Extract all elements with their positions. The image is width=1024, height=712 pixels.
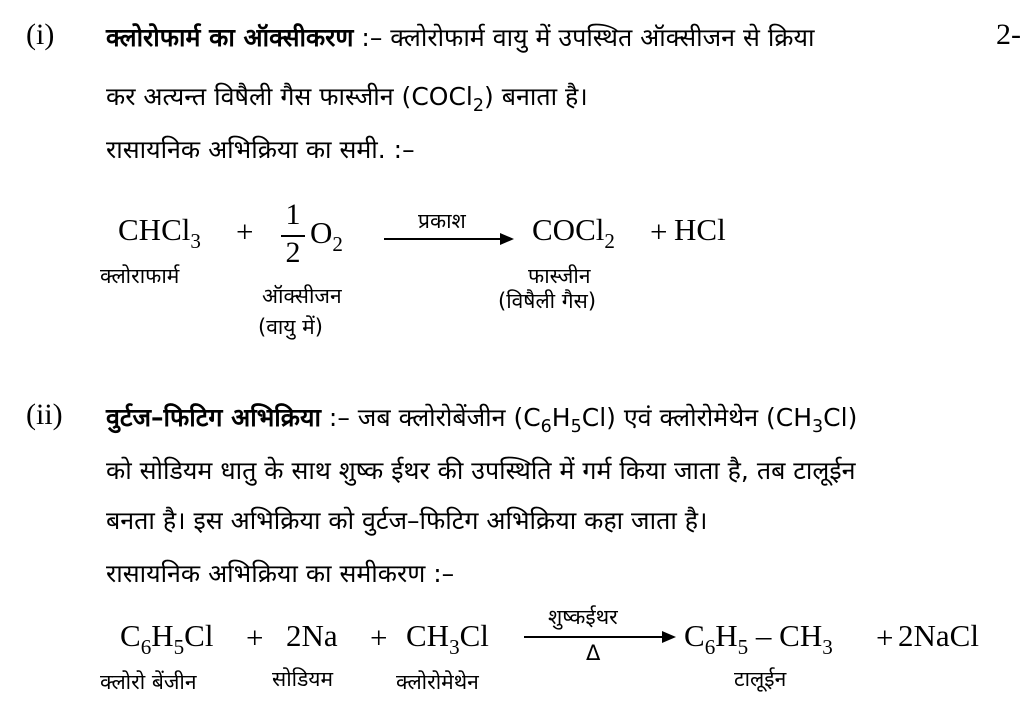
section-1-equation-heading: रासायनिक अभिक्रिया का समी. :– [106, 135, 415, 164]
marks-label: 2- [996, 18, 1021, 51]
eq1-reactant-o2: $O_2$ [310, 215, 343, 257]
eq2-reactant-chlorobenzene: $C_6H_5Cl$ [120, 618, 214, 660]
section-1-line-2 [106, 79, 588, 117]
eq2-plus-1: + [246, 620, 264, 655]
eq1-arrow-head [500, 233, 514, 245]
section-2-number: (ii) [26, 398, 63, 431]
eq2-arrow-top-label: शुष्कईथर [548, 605, 618, 629]
eq1-fraction-numerator: 1 [285, 198, 301, 231]
eq1-product-hcl: HCl [674, 212, 726, 247]
eq1-reaction-arrow [384, 238, 502, 240]
eq1-fraction-denominator: 2 [285, 236, 301, 269]
section-1-line-1 [106, 20, 814, 54]
section-2-line-1: वुर्टज–फिटिग अभिक्रिया :– जब क्लोरोबेंजीन $(C_6H_5Cl)$ एवं क्लोरोमेथेन $(CH_3Cl)$ [106, 403, 858, 438]
eq2-reactant-chlorobenzene-label: क्लोरो बेंजीन [100, 670, 197, 694]
eq2-arrow-bottom-label: Δ [586, 641, 601, 665]
eq1-product-cocl2-label-1: फास्जीन [528, 264, 591, 288]
eq1-product-cocl2: COCl$_2$ [532, 212, 615, 254]
section-2-heading: वुर्टज–फिटिग अभिक्रिया [106, 403, 321, 432]
section-1-line-2-sub: 2 [472, 96, 484, 117]
section-1-heading: क्लोरोफार्म का ऑक्सीकरण [106, 23, 354, 52]
section-1-line-2-pre: कर अत्यन्त विषैली गैस फास्जीन (COCl [106, 82, 473, 111]
section-1-heading-separator: :– [353, 23, 391, 52]
eq2-reactant-sodium: 2Na [286, 618, 338, 653]
section-2-line-3: बनता है। इस अभिक्रिया को वुर्टज–फिटिग अभिक्रिया कहा जाता है। [106, 506, 708, 535]
eq2-arrow-head [662, 631, 676, 643]
eq2-plus-3: + [876, 620, 894, 655]
eq1-reactant-chcl3-label: क्लोराफार्म [100, 264, 180, 288]
section-1-line-1-text: क्लोरोफार्म वायु में उपस्थित ऑक्सीजन से क्रिया [390, 23, 815, 52]
eq2-plus-2: + [370, 620, 388, 655]
eq1-plus-1: + [236, 214, 254, 249]
section-1-line-2-post: ) बनाता है। [484, 82, 588, 111]
section-1-number: (i) [26, 18, 55, 51]
eq2-reactant-chloromethane: $CH_3Cl$ [406, 618, 489, 660]
eq2-product-nacl: 2NaCl [898, 618, 979, 653]
eq1-reactant-o2-label-1: ऑक्सीजन [262, 284, 342, 308]
eq1-plus-2: + [650, 214, 668, 249]
eq1-reactant-o2-label-2: (वायु में) [258, 315, 323, 339]
eq2-product-toluene-label: टालूईन [734, 667, 787, 691]
eq1-product-cocl2-label-2: (विषैली गैस) [498, 289, 597, 313]
eq2-product-toluene: $C_6H_5 - CH_3$ [684, 618, 833, 660]
eq1-arrow-label: प्रकाश [418, 209, 466, 233]
section-2-line-2: को सोडियम धातु के साथ शुष्क ईथर की उपस्थिति में गर्म किया जाता है, तब टालूईन [106, 456, 856, 485]
eq2-reactant-sodium-label: सोडियम [272, 667, 334, 691]
eq2-reactant-chloromethane-label: क्लोरोमेथेन [396, 670, 479, 694]
eq1-reactant-chcl3: CHCl$_3$ [118, 212, 201, 254]
section-2-equation-heading: रासायनिक अभिक्रिया का समीकरण :– [106, 559, 455, 588]
eq2-reaction-arrow [524, 636, 664, 638]
